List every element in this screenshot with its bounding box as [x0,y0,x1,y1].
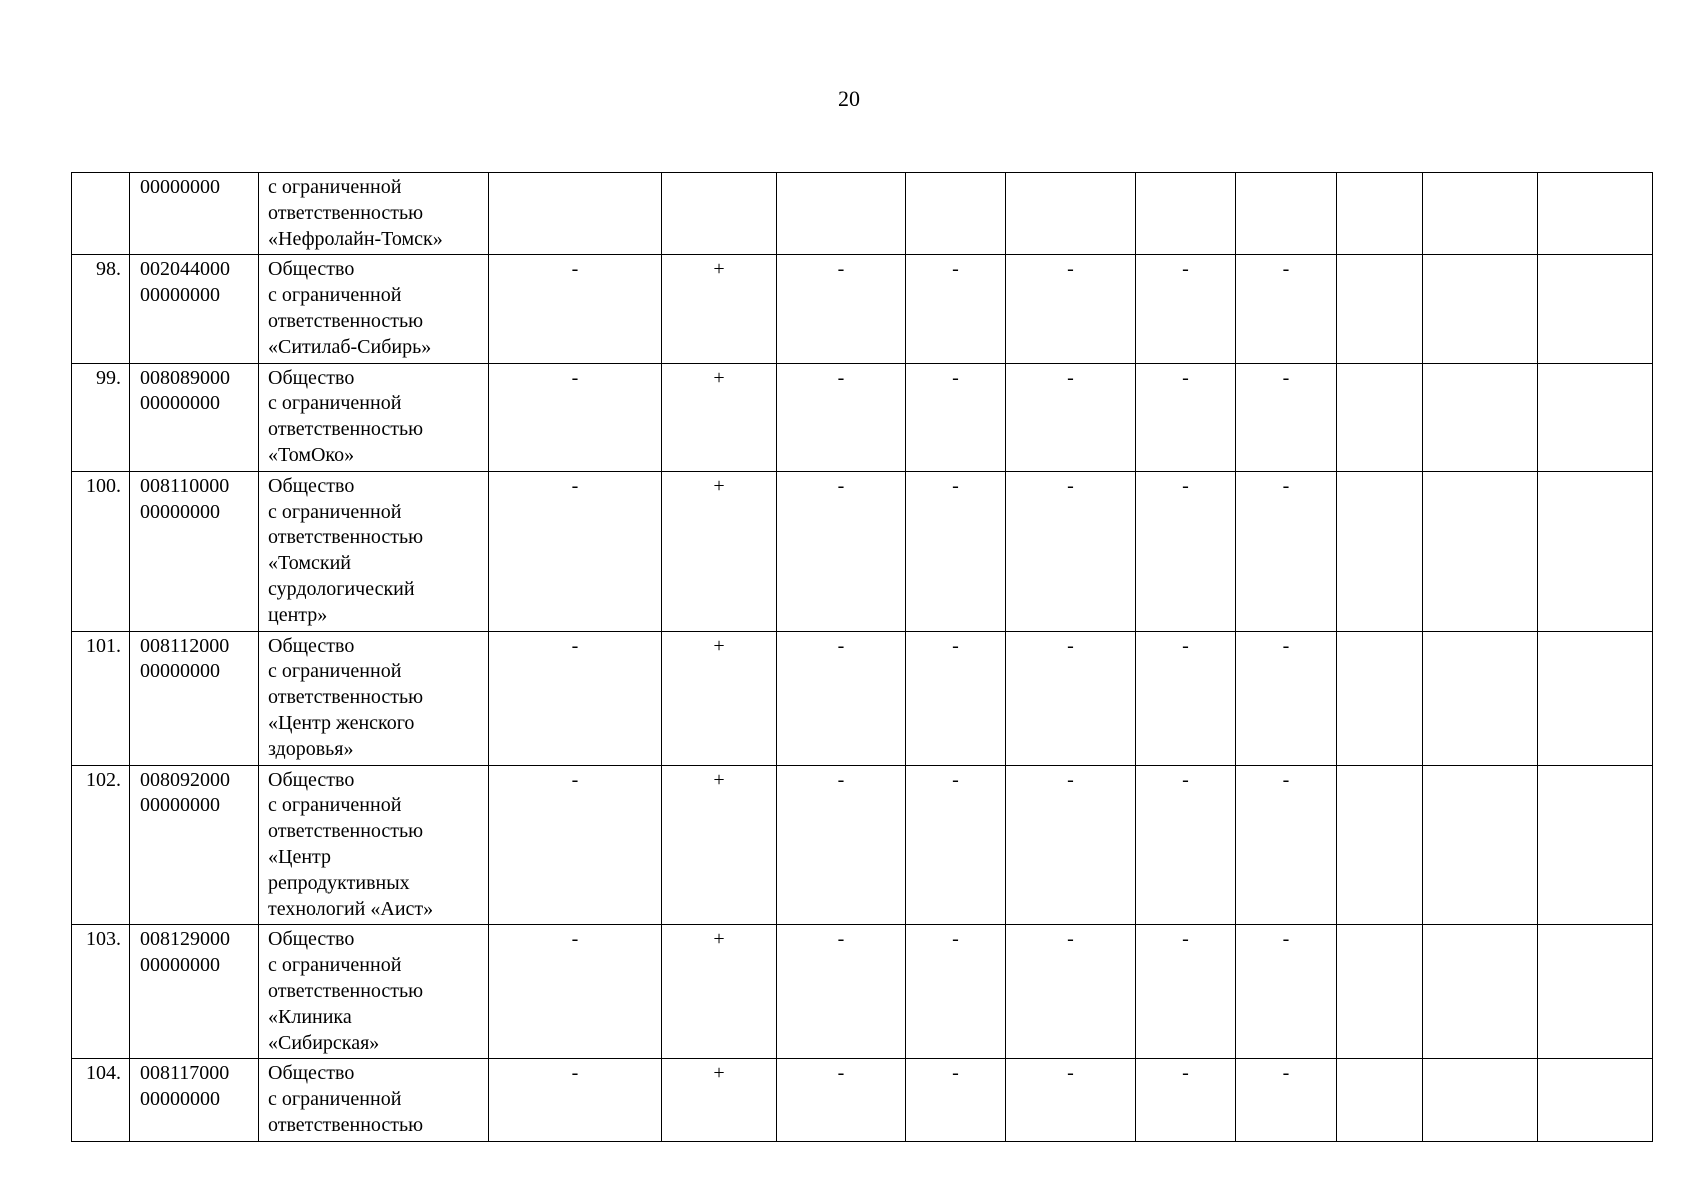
row-number-cell: 103. [72,925,130,1059]
mark-cell: - [489,363,662,471]
registry-code-cell: 008117000 00000000 [130,1059,259,1141]
mark-cell: - [1136,925,1236,1059]
mark-cell [1538,471,1653,631]
mark-cell: + [662,471,777,631]
mark-cell [1538,255,1653,363]
mark-cell [1423,363,1538,471]
organization-name-cell: Общество с ограниченной ответственностью «ТомОко» [259,363,489,471]
table-row [72,1059,1653,1141]
mark-cell [1337,255,1423,363]
mark-cell [489,173,662,255]
registry-code-cell: 008092000 00000000 [130,765,259,925]
mark-cell [1006,173,1136,255]
registry-code-cell: 002044000 00000000 [130,255,259,363]
mark-cell: - [777,631,906,765]
mark-cell [1337,173,1423,255]
mark-cell: - [1136,765,1236,925]
mark-cell [1538,765,1653,925]
mark-cell: - [489,631,662,765]
mark-cell: - [489,255,662,363]
mark-cell: - [1136,1059,1236,1141]
mark-cell: - [777,255,906,363]
mark-cell: - [1236,925,1337,1059]
mark-cell: + [662,631,777,765]
organization-name-cell: с ограниченной ответственностью «Нефролайн-Томск» [259,173,489,255]
table-row [72,631,1653,765]
mark-cell: - [1236,471,1337,631]
row-number-cell: 104. [72,1059,130,1141]
mark-cell [662,173,777,255]
row-number-cell [72,173,130,255]
mark-cell [1136,173,1236,255]
table-row [72,255,1653,363]
organization-name-cell: Общество с ограниченной ответственностью «Центр репродуктивных технологий «Аист» [259,765,489,925]
mark-cell: - [777,1059,906,1141]
row-number-cell: 98. [72,255,130,363]
mark-cell [1337,925,1423,1059]
mark-cell: - [1236,1059,1337,1141]
mark-cell: - [777,363,906,471]
mark-cell: - [777,471,906,631]
mark-cell: - [1236,363,1337,471]
organization-name-cell: Общество с ограниченной ответственностью «Клиника «Сибирская» [259,925,489,1059]
mark-cell: - [1006,363,1136,471]
mark-cell [1337,1059,1423,1141]
row-number-cell: 100. [72,471,130,631]
mark-cell: - [1006,255,1136,363]
mark-cell: - [1006,1059,1136,1141]
mark-cell [1538,1059,1653,1141]
mark-cell [777,173,906,255]
row-number-cell: 99. [72,363,130,471]
page-number: 20 [838,86,860,111]
row-number-cell: 102. [72,765,130,925]
mark-cell: + [662,363,777,471]
mark-cell [1423,1059,1538,1141]
mark-cell: - [1136,255,1236,363]
mark-cell [1337,631,1423,765]
mark-cell [1337,471,1423,631]
mark-cell: + [662,255,777,363]
mark-cell: + [662,1059,777,1141]
row-number-cell: 101. [72,631,130,765]
mark-cell: - [489,925,662,1059]
mark-cell [1423,173,1538,255]
mark-cell: - [489,471,662,631]
mark-cell: - [906,255,1006,363]
mark-cell [1337,765,1423,925]
mark-cell: - [1236,765,1337,925]
mark-cell: - [1136,631,1236,765]
mark-cell [906,173,1006,255]
mark-cell [1538,173,1653,255]
mark-cell [1423,631,1538,765]
mark-cell: - [906,363,1006,471]
mark-cell [1538,925,1653,1059]
registry-code-cell: 008110000 00000000 [130,471,259,631]
registry-table [71,172,1653,1142]
table-row [72,765,1653,925]
mark-cell [1423,255,1538,363]
mark-cell: - [1006,631,1136,765]
mark-cell [1236,173,1337,255]
mark-cell: - [906,471,1006,631]
registry-code-cell: 008129000 00000000 [130,925,259,1059]
table-row [72,173,1653,255]
mark-cell: - [489,1059,662,1141]
mark-cell: + [662,925,777,1059]
mark-cell: - [1006,925,1136,1059]
table-row [72,925,1653,1059]
mark-cell: - [1006,471,1136,631]
mark-cell: - [1136,363,1236,471]
registry-code-cell: 00000000 [130,173,259,255]
mark-cell: - [906,765,1006,925]
mark-cell: - [1006,765,1136,925]
mark-cell: - [489,765,662,925]
registry-code-cell: 008089000 00000000 [130,363,259,471]
mark-cell: - [1236,255,1337,363]
organization-name-cell: Общество с ограниченной ответственностью «Ситилаб-Сибирь» [259,255,489,363]
table-body [72,173,1653,1142]
mark-cell: - [777,765,906,925]
mark-cell: - [777,925,906,1059]
mark-cell [1423,925,1538,1059]
mark-cell [1337,363,1423,471]
mark-cell: - [1236,631,1337,765]
mark-cell [1423,471,1538,631]
organization-name-cell: Общество с ограниченной ответственностью «Томский сурдологический центр» [259,471,489,631]
table-row [72,363,1653,471]
registry-code-cell: 008112000 00000000 [130,631,259,765]
organization-name-cell: Общество с ограниченной ответственностью «Центр женского здоровья» [259,631,489,765]
mark-cell [1538,363,1653,471]
mark-cell [1423,765,1538,925]
organization-name-cell: Общество с ограниченной ответственностью [259,1059,489,1141]
mark-cell: - [906,925,1006,1059]
mark-cell: + [662,765,777,925]
table-row [72,471,1653,631]
mark-cell [1538,631,1653,765]
mark-cell: - [1136,471,1236,631]
mark-cell: - [906,631,1006,765]
mark-cell: - [906,1059,1006,1141]
